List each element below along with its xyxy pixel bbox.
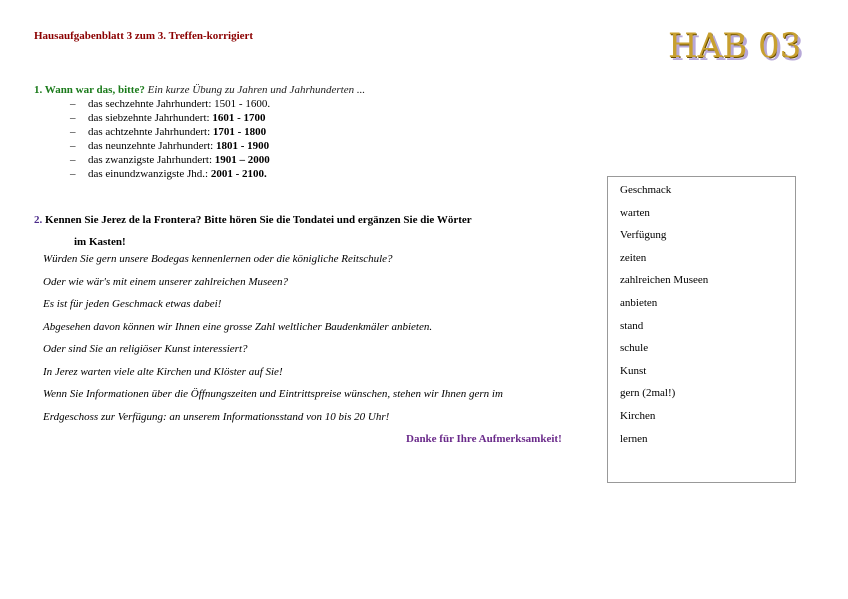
section-1-header: [34, 83, 365, 97]
exercise-sentences: [43, 252, 603, 432]
century-answer: 1701 - 1800: [212, 126, 267, 138]
dash-bullet: –: [70, 126, 76, 138]
century-label: das neunzehnte Jahrhundert:: [88, 140, 214, 152]
century-label: das siebzehnte Jahrhundert:: [88, 112, 210, 124]
word-box-item: gern (2mal!): [620, 387, 676, 400]
section-2-heading-line2: im Kasten!: [74, 236, 126, 248]
dash-bullet: –: [70, 140, 76, 152]
exercise-sentence: Wenn Sie Informationen über die Öffnungszeiten und Eintrittspreise wünschen, stehen wir Ihnen gern im: [43, 388, 503, 400]
word-box-item: lernen: [620, 432, 648, 445]
dash-bullet: –: [70, 98, 76, 110]
section-2-heading: [34, 209, 594, 253]
word-box-item: stand: [620, 319, 644, 332]
section-2-heading-line1: Kennen Sie Jerez de la Frontera? Bitte hören Sie die Tondatei und ergänzen Sie die Wörter: [45, 214, 472, 226]
century-item: [70, 111, 365, 125]
hab-logo: HAB 03: [668, 26, 802, 66]
thanks-note: Danke für Ihre Aufmerksamkeit!: [406, 433, 562, 445]
dash-bullet: –: [70, 112, 76, 124]
century-answer: 1901 – 2000: [214, 154, 270, 166]
century-label: das sechzehnte Jahrhundert:: [88, 98, 212, 110]
word-box-item: zeiten: [620, 251, 647, 264]
word-box-item: Kunst: [620, 364, 647, 377]
century-item: [70, 153, 365, 167]
word-box-item: Kirchen: [620, 409, 656, 422]
word-box: [607, 176, 796, 483]
section-1: [34, 83, 365, 181]
exercise-sentence: In Jerez warten viele alte Kirchen und Klöster auf Sie!: [43, 365, 283, 378]
section-2-number: 2.: [34, 214, 43, 226]
dash-bullet: –: [70, 168, 76, 180]
word-box-item: warten: [620, 206, 650, 219]
century-item: [70, 97, 365, 111]
century-answer: 2001 - 2100.: [210, 168, 267, 180]
exercise-sentence: Oder sind Sie an religiöser Kunst interessiert?: [43, 343, 248, 355]
word-box-item: anbieten: [620, 296, 658, 309]
word-box-item: zahlreichen Museen: [620, 274, 709, 287]
century-item: [70, 125, 365, 139]
century-label: das zwanzigste Jahrhundert:: [88, 154, 213, 166]
word-box-item: Geschmack: [620, 184, 672, 196]
century-answer: 1801 - 1900: [215, 140, 270, 152]
century-answer: 1501 - 1600.: [214, 98, 271, 110]
word-box-item: Verfügung: [620, 229, 667, 242]
exercise-sentence: Oder wie wär's mit einem unserer zahlreichen Museen?: [43, 275, 289, 288]
exercise-sentence: Es ist für jeden Geschmack etwas dabei!: [43, 298, 222, 310]
century-list: [34, 97, 365, 181]
exercise-sentence: Erdgeschoss zur Verfügung: an unserem Informationsstand von 10 bis 20 Uhr!: [43, 410, 390, 423]
document-title: Hausaufgabenblatt 3 zum 3. Treffen-korrigiert: [34, 30, 254, 42]
section-1-heading: 1. Wann war das, bitte?: [34, 84, 145, 96]
century-item: [70, 167, 365, 181]
section-1-subheading: Ein kurze Übung zu Jahren und Jahrhunderten ...: [147, 84, 366, 96]
dash-bullet: –: [70, 154, 76, 166]
century-label: das einundzwanzigste Jhd.:: [88, 168, 209, 180]
century-item: [70, 139, 365, 153]
exercise-sentence: Abgesehen davon können wir Ihnen eine grosse Zahl weltlicher Baudenkmäler anbieten.: [43, 320, 433, 333]
word-box-item: schule: [620, 342, 649, 355]
exercise-sentence: Würden Sie gern unsere Bodegas kennenlernen oder die königliche Reitschule?: [43, 253, 393, 265]
century-label: das achtzehnte Jahrhundert:: [88, 126, 211, 138]
century-answer: 1601 - 1700: [212, 112, 266, 124]
